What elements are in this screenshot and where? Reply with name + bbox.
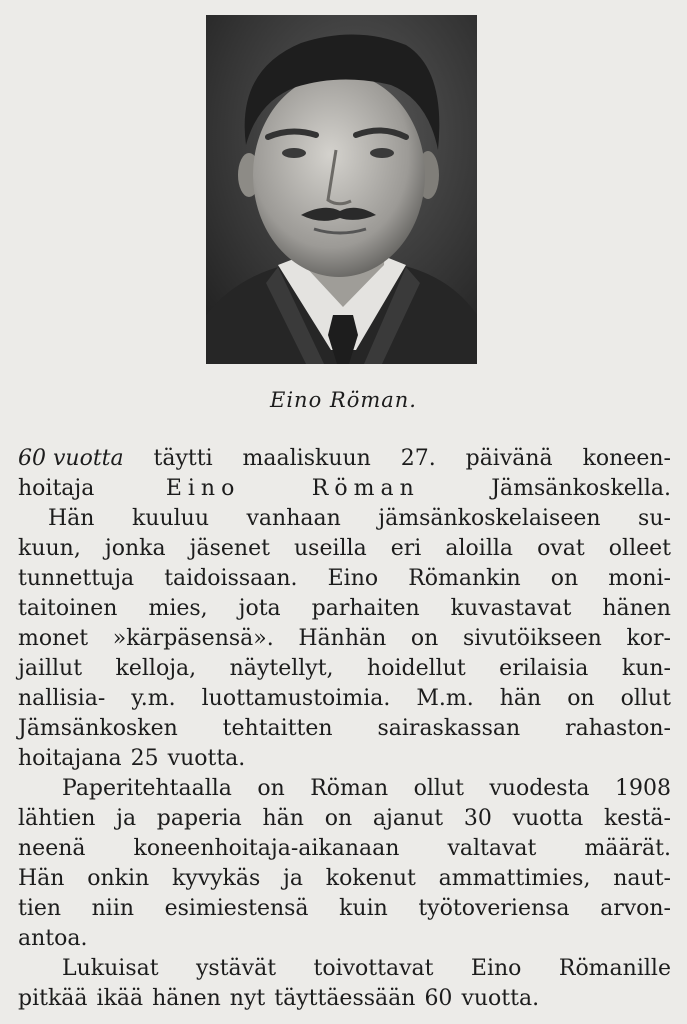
word: su- <box>638 506 671 531</box>
text-line <box>18 924 671 954</box>
word: vuotta. <box>167 746 246 771</box>
word: nyt <box>229 986 266 1011</box>
text-line <box>18 774 671 804</box>
word: vuotta <box>512 806 584 831</box>
word: nallisia- <box>18 686 106 711</box>
word: Eino <box>165 476 241 501</box>
word: antoa. <box>18 926 88 951</box>
word: kestä- <box>603 806 671 831</box>
word: kuun, <box>18 536 81 561</box>
word: maaliskuun <box>242 446 371 471</box>
word: aloilla <box>445 536 514 561</box>
word: Paperitehtaalla <box>62 776 232 801</box>
text-line <box>18 564 671 594</box>
word: ollut <box>413 776 464 801</box>
text-line <box>18 654 671 684</box>
word: on <box>410 626 439 651</box>
word: kuin <box>339 896 388 921</box>
word: jonka <box>104 536 166 561</box>
word: on <box>324 806 353 831</box>
word: arvon- <box>600 896 671 921</box>
word: mies, <box>148 596 208 621</box>
word: kokenut <box>325 866 416 891</box>
word: hoitaja <box>18 476 95 501</box>
word: hän <box>499 686 542 711</box>
word: on <box>257 776 285 801</box>
text-line <box>18 744 671 774</box>
word: taidoissaan. <box>164 566 298 591</box>
word: 1908 <box>615 776 671 801</box>
text-line <box>18 504 671 534</box>
word: kun- <box>621 656 671 681</box>
word: 25 <box>130 746 159 771</box>
word: ja <box>283 866 303 891</box>
word: y.m. <box>131 686 176 711</box>
word: eri <box>390 536 422 561</box>
word: erilaisia <box>499 656 589 681</box>
word: vanhaan <box>246 506 341 531</box>
word: pitkää <box>18 986 88 1011</box>
word: on <box>550 566 579 591</box>
word: »kärpäsensä». <box>112 626 274 651</box>
text-line <box>18 984 671 1014</box>
word: moni- <box>608 566 671 591</box>
text-line <box>18 624 671 654</box>
word: Lukuisat <box>62 956 159 981</box>
word: useilla <box>294 536 367 561</box>
word: täyttäessään <box>274 986 416 1011</box>
word: jota <box>238 596 281 621</box>
word: Röman <box>310 776 389 801</box>
word: tehtaitten <box>222 716 333 741</box>
word: sairaskassan <box>377 716 521 741</box>
word: määrät. <box>584 836 671 861</box>
word: 30 <box>463 806 492 831</box>
article-body <box>18 444 671 1014</box>
word: hänen <box>152 986 221 1011</box>
word: Jämsänkosken <box>18 716 178 741</box>
word: Hänhän <box>298 626 387 651</box>
text-line <box>18 954 671 984</box>
word: päivänä <box>465 446 553 471</box>
word: monet <box>18 626 89 651</box>
text-line <box>18 804 671 834</box>
word: onkin <box>87 866 150 891</box>
word: Römanille <box>558 956 671 981</box>
word: tien <box>18 896 62 921</box>
word: koneenhoitaja-aikanaan <box>133 836 400 861</box>
word: naut- <box>613 866 671 891</box>
word: jämsänkoskelaiseen <box>378 506 601 531</box>
word: luottamustoimia. <box>201 686 391 711</box>
word: M.m. <box>416 686 474 711</box>
portrait-photo <box>206 15 477 364</box>
word: hoitajana <box>18 746 122 771</box>
text-line <box>18 474 671 504</box>
word: kuvastavat <box>450 596 572 621</box>
word: 27. <box>400 446 436 471</box>
word: Jämsänkoskella. <box>491 476 671 501</box>
word: on <box>567 686 595 711</box>
text-line <box>18 594 671 624</box>
word: koneen- <box>582 446 671 471</box>
word: parhaiten <box>311 596 420 621</box>
word: Hän <box>18 866 65 891</box>
word: kor- <box>626 626 671 651</box>
word: kelloja, <box>115 656 197 681</box>
word: kuuluu <box>131 506 210 531</box>
word: ajanut <box>372 806 444 831</box>
word: hän <box>262 806 304 831</box>
word: taitoinen <box>18 596 118 621</box>
word: ikää <box>96 986 144 1011</box>
text-line <box>18 834 671 864</box>
word: 60 vuotta <box>18 446 124 471</box>
word: valtavat <box>447 836 537 861</box>
word: hoidellut <box>367 656 466 681</box>
word: ystävät <box>196 956 277 981</box>
word: lähtien <box>18 806 96 831</box>
text-line <box>18 684 671 714</box>
word: hänen <box>602 596 671 621</box>
word: 60 <box>424 986 453 1011</box>
word: niin <box>91 896 135 921</box>
word: toivottavat <box>313 956 434 981</box>
word: näytellyt, <box>229 656 334 681</box>
word: tunnettuja <box>18 566 135 591</box>
word: vuotta. <box>461 986 540 1011</box>
word: työtoveriensa <box>418 896 570 921</box>
word: jäsenet <box>189 536 270 561</box>
text-line <box>18 864 671 894</box>
photo-caption: Eino Röman. <box>270 388 417 412</box>
word: neenä <box>18 836 86 861</box>
word: paperia <box>156 806 242 831</box>
word: ollut <box>620 686 671 711</box>
text-line <box>18 444 671 474</box>
word: täytti <box>153 446 213 471</box>
word: sivutöikseen <box>462 626 602 651</box>
text-line <box>18 894 671 924</box>
word: Hän <box>48 506 95 531</box>
word: jaillut <box>18 656 83 681</box>
text-line <box>18 714 671 744</box>
word: ammattimies, <box>438 866 591 891</box>
word: vuodesta <box>489 776 590 801</box>
word: Eino <box>327 566 379 591</box>
word: olleet <box>608 536 671 561</box>
word: rahaston- <box>565 716 671 741</box>
word: ja <box>116 806 137 831</box>
word: Römankin <box>408 566 521 591</box>
word: esimiestensä <box>164 896 309 921</box>
word: Röman <box>311 476 420 501</box>
word: Eino <box>470 956 522 981</box>
word: kyvykäs <box>171 866 261 891</box>
word: ovat <box>537 536 585 561</box>
text-line <box>18 534 671 564</box>
